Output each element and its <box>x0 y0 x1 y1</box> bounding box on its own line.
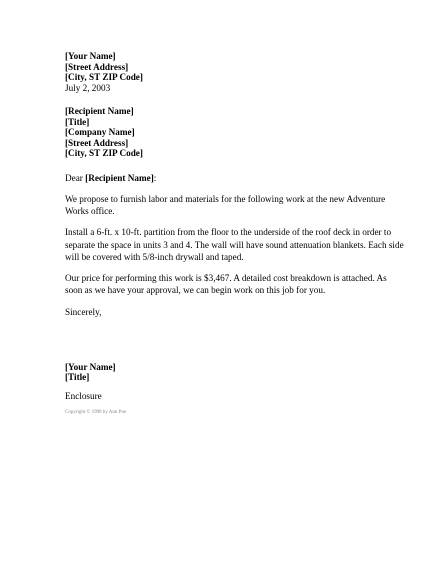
recipient-city-state-zip: [City, ST ZIP Code] <box>65 148 143 158</box>
recipient-title: [Title] <box>65 116 90 127</box>
letter-page <box>65 51 405 416</box>
sender-city-state-zip: [City, ST ZIP Code] <box>65 72 143 82</box>
body-paragraph-1: We propose to furnish labor and materials for the following work at the new Adventure Works office. <box>65 194 386 217</box>
letter-date: July 2, 2003 <box>65 82 111 93</box>
salutation-recipient-name: [Recipient Name] <box>85 172 154 183</box>
sender-name: [Your Name] <box>65 51 116 61</box>
salutation <box>65 173 405 184</box>
recipient-company-name: [Company Name] <box>65 127 135 137</box>
recipient-address-block <box>65 106 405 159</box>
enclosure-note: Enclosure <box>65 390 102 401</box>
sender-street-address: [Street Address] <box>65 61 129 72</box>
closing: Sincerely, <box>65 307 102 318</box>
sender-address-block <box>65 51 405 93</box>
body-paragraph-3: Our price for performing this work is $3,467. A detailed cost breakdown is attached. As soon as we have your approval, we can begin work on this job for you. <box>65 273 387 296</box>
copyright-notice: Copyright © 1998 by Ann Poe <box>65 410 127 416</box>
salutation-suffix: : <box>153 172 157 183</box>
signature-title: [Title] <box>65 372 90 383</box>
recipient-street-address: [Street Address] <box>65 137 129 148</box>
recipient-name: [Recipient Name] <box>65 106 134 116</box>
signature-block <box>65 362 405 383</box>
salutation-prefix: Dear <box>65 172 86 183</box>
signature-name: [Your Name] <box>65 361 116 372</box>
body-paragraph-2: Install a 6-ft. x 10-ft. partition from the floor to the underside of the roof deck in order to separate the space in units 3 and 4. The wall will have sound attenuation blankets. Each side will be covered with 5/8-inch drywall and taped. <box>65 227 404 262</box>
